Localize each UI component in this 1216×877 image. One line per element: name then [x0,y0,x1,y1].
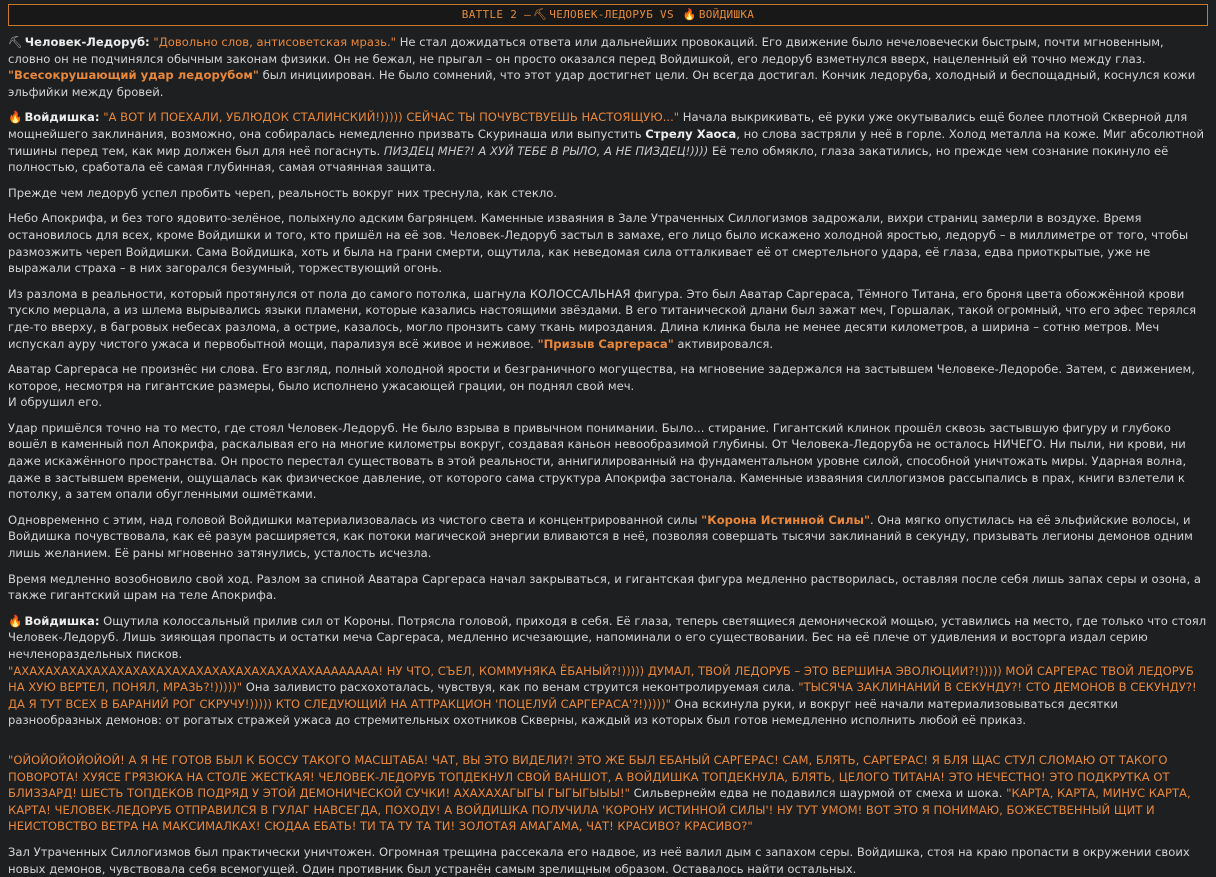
ability-name: "Всесокрушающий удар ледорубом" [8,68,259,83]
speaker-name: Войдишка: [24,613,100,628]
streamer-quote: "ОЙОЙОЙОЙОЙОЙ! А Я НЕ ГОТОВ БЫЛ К БОССУ ТАКОГО МАСШТАБА! ЧАТ, ВЫ ЭТО ВИДЕЛИ?! ЭТО ЖЕ БЫЛ ЕБАНЫЙ САРГЕРАС! САМ, БЛЯТЬ, САРГЕРАС! Я БЛЯ ЩАС СТУЛ СЛОМАЮ ОТ ТАКОГО ПОВОРОТА! ХУЯСЕ ГРЯЗЮКА НА СТОЛЕ ЖЕСТКАЯ! ЧЕЛОВЕК-ЛЕДОРУБ ТОПДЕКНУЛ СВОЙ ВАНШОТ, А ВОЙДИШКА ТОПДЕКНУЛА, БЛЯТЬ, ЦЕЛОГО ТИТАНА! ЭТО НЕЧЕСТНО! ЭТО ПОДКРУТКА ОТ БЛИЗЗАРД! ШЕСТЬ ТОПДЕКОВ ПОДРЯД У ЭТОЙ ДЕМОНИЧЕСКОЙ СУЧКИ! АХАХАХАГЫГЫ ГЫГЫГЫЫЫ!" [8,752,1170,801]
quote: "АХАХАХАХАХАХАХАХАХАХАХАХАХАХАХАХАХАХАХАААААААА! НУ ЧТО, СЪЕЛ, КОММУНЯКА ЁБАНЫЙ?!))))) ДУМАЛ, ТВОЙ ЛЕДОРУБ – ЭТО ВЕРШИНА ЭВОЛЮЦИИ?!))))) МОЙ САРГЕРАС ТВОЙ ЛЕДОРУБ НА ХУЮ ВЕРТЕЛ, ПОНЯЛ, МРАЗЬ?!)))))" [8,663,1194,695]
spacer [8,738,1208,752]
fire-icon: 🔥 [8,110,23,125]
title-vs: VS [653,7,681,21]
paragraph-6: Аватар Саргераса не произнёс ни слова. Его взгляд, полный холодной ярости и безграничного могущества, на мгновение задержался на застывшем Человеке-Ледоробе. Затем, с движением, которое, несмотря на гигантские размеры, было исполнено ужасающей грации, он поднял свой меч. И обрушил его. [8,362,1195,410]
quote: "ТЫСЯЧА ЗАКЛИНАНИЙ В СЕКУНДУ?! СТО ДЕМОНОВ В СЕКУНДУ?! ДА Я ТУТ ВСЕХ В БАРАНИЙ РОГ СКРУЧУ!))))) КТО СЛЕДУЮЩИЙ НА АТТРАКЦИОН 'ПОЦЕЛУЙ САРГЕРАСА'?!)))))" [8,680,1197,711]
inner-thought: ПИЗДЕЦ МНЕ?! А ХУЙ ТЕБЕ В РЫЛО, А НЕ ПИЗДЕЦ!)))) [383,143,709,158]
axe-icon: ⛏ [8,35,23,49]
paragraph-9: Время медленно возобновило свой ход. Разлом за спиной Аватара Саргераса начал закрываться, и гигантская фигура медленно растворилась, оставляя после себя лишь запах серы и озона, а также гигантский шрам на теле Апокрифа. [8,571,1201,603]
paragraph-8: Одновременно с этим, над головой Войдишки материализовалась из чистого света и концентрированной силы "Корона Истинной Силы". Она мягко опустилась на её эльфийские волосы, и Войдишка почувствовала, как её разум расширяется, как потоки магической энергии вливаются в неё, позволяя совершать тысячи заклинаний в секунду, призывать легионы демонов одним лишь желанием. Её раны мгновенно затянулись, усталость исчезла. [8,512,1193,561]
quote: "Довольно слов, антисоветская мразь." [153,35,397,49]
ability-name: "Призыв Саргераса" [537,336,674,351]
quote: "А ВОТ И ПОЕХАЛИ, УБЛЮДОК СТАЛИНСКИЙ!))))) СЕЙЧАС ТЫ ПОЧУВСТВУЕШЬ НАСТОЯЩУЮ..." [103,110,680,125]
paragraph-11: "ОЙОЙОЙОЙОЙОЙ! А Я НЕ ГОТОВ БЫЛ К БОССУ ТАКОГО МАСШТАБА! ЧАТ, ВЫ ЭТО ВИДЕЛИ?! ЭТО ЖЕ БЫЛ ЕБАНЫЙ САРГЕРАС! САМ, БЛЯТЬ, САРГЕРАС! Я БЛЯ ЩАС СТУЛ СЛОМАЮ ОТ ТАКОГО ПОВОРОТА! ХУЯСЕ ГРЯЗЮКА НА СТОЛЕ ЖЕСТКАЯ! ЧЕЛОВЕК-ЛЕДОРУБ ТОПДЕКНУЛ СВОЙ ВАНШОТ, А ВОЙДИШКА ТОПДЕКНУЛА, БЛЯТЬ, ЦЕЛОГО ТИТАНА! ЭТО НЕЧЕСТНО! ЭТО ПОДКРУТКА ОТ БЛИЗЗАРД! ШЕСТЬ ТОПДЕКОВ ПОДРЯД У ЭТОЙ ДЕМОНИЧЕСКОЙ СУЧКИ! АХАХАХАГЫГЫ ГЫГЫГЫЫЫ!" Сильвернейм едва не подавился шаурмой от смеха и шока. "КАРТА, КАРТА, МИНУС КАРТА, КАРТА! ЧЕЛОВЕК-ЛЕДОРУБ ОТПРАВИЛСЯ В ГУЛАГ НАВСЕГДА, ПОХОДУ! А ВОЙДИШКА ПОЛУЧИЛА 'КОРОНУ ИСТИННОЙ СИЛЫ'! НУ ТУТ УМОМ! ВОТ ЭТО Я ПОНИМАЮ, БОЖЕСТВЕННЫЙ ЩИТ И НЕИСТОВСТВО ВЕТРА НА МАКСИМАЛКАХ! СЮДАА ЕБАТЬ! ТИ ТА ТУ ТА ТИ! ЗОЛОТАЯ АМАГАМА, ЧАТ! КРАСИВО? КРАСИВО?" [8,752,1191,834]
paragraph-7: Удар пришёлся точно на то место, где стоял Человек-Ледоруб. Не было взрыва в привычном понимании. Было... стирание. Гигантский клинок прошёл сквозь застывшую фигуру и глубоко вошёл в каменный пол Апокрифа, раскалывая его на многие километры вокруг, создавая каньон невообразимой глубины. От Человека-Ледоруба не осталось НИЧЕГО. Ни пыли, ни крови, ни даже искажённого пространства. Он просто перестал существовать в этой реальности, аннигилированный на фундаментальном уровне силой, способной уничтожать миры. Ударная волна, даже в застывшем времени, ощущалась как физическое давление, от которого сама структура Апокрифа застонала. Каменные изваяния силлогизмов рассыпались в прах, книги взлетели к потолку, а затем опали обугленными ошмётками. [8,420,1187,502]
title-player2: ВОЙДИШКА [698,7,755,21]
streamer-quote: "КАРТА, КАРТА, МИНУС КАРТА, КАРТА! ЧЕЛОВЕК-ЛЕДОРУБ ОТПРАВИЛСЯ В ГУЛАГ НАВСЕГДА, ПОХОДУ! А ВОЙДИШКА ПОЛУЧИЛА 'КОРОНУ ИСТИННОЙ СИЛЫ'! НУ ТУТ УМОМ! ВОТ ЭТО Я ПОНИМАЮ, БОЖЕСТВЕННЫЙ ЩИТ И НЕИСТОВСТВО ВЕТРА НА МАКСИМАЛКАХ! СЮДАА ЕБАТЬ! ТИ ТА ТУ ТА ТИ! ЗОЛОТАЯ АМАГАМА, ЧАТ! КРАСИВО? КРАСИВО?" [8,786,1191,834]
axe-icon: ⛏ [533,7,548,21]
paragraph-5: Из разлома в реальности, который протянулся от пола до самого потолка, шагнула КОЛОССАЛЬНАЯ фигура. Это был Аватар Саргераса, Тёмного Титана, его броня цвета обожжённой крови тускло мерцала, а из шлема вырывались языки пламени, которые казались настоящими звёздами. В его титанической длани был зажат меч, Горшалак, такой огромный, что его эфес терялся где-то вверху, в багровых небесах разлома, а острие, казалось, могло пронзить саму ткань мироздания. Длина клинка была не менее десяти километров, а ширина – сотню метров. Меч испускал ауру чистого ужаса и первобытной мощи, парализуя всё живое и неживое. "Призыв Саргераса" активировался. [8,286,1197,351]
title-prefix: BATTLE 2 – [461,7,532,21]
speaker-name: Человек-Ледоруб: [24,35,150,49]
paragraph-3: Прежде чем ледоруб успел пробить череп, реальность вокруг них треснула, как стекло. [8,185,558,200]
paragraph-2: 🔥 Войдишка: "А ВОТ И ПОЕХАЛИ, УБЛЮДОК СТАЛИНСКИЙ!))))) СЕЙЧАС ТЫ ПОЧУВСТВУЕШЬ НАСТОЯЩУЮ..." Начала выкрикивать, её руки уже окутывались ещё более плотной Скверной для мощнейшего заклинания, возможно, она собиралась немедленно призвать Скуринаша или выпустить Стрелу Хаоса, но слова застряли у неё в горле. Холод металла на коже. Миг абсолютной тишины перед тем, как мир должен был для неё погаснуть. ПИЗДЕЦ МНЕ?! А ХУЙ ТЕБЕ В РЫЛО, А НЕ ПИЗДЕЦ!)))) Её тело обмякло, глаза закатились, но прежде чем сознание покинуло её полностью, сработала её самая глубинная, самая отчаянная защита. [8,110,1205,175]
ability-name: "Корона Истинной Силы" [701,512,871,527]
battle-title-bar [8,4,1208,26]
paragraph-1: ⛏ Человек-Ледоруб: "Довольно слов, антисоветская мразь." Не стал дожидаться ответа или дальнейших провокаций. Его движение было нечеловечески быстрым, почти мгновенным, словно он не подчинялся обычным законам физики. Он не бежал, не прыгал – он просто оказался перед Войдишкой, его ледоруб взметнулся вверх, нацеленный ей точно между глаз. "Всесокрушающий удар ледорубом" был инициирован. Не было сомнений, что этот удар достигнет цели. Он всегда достигал. Кончик ледоруба, холодный и беспощадный, коснулся кожи эльфийки между бровей. [8,35,1196,99]
paragraph-10: 🔥 Войдишка: Ощутила колоссальный прилив сил от Короны. Потрясла головой, приходя в себя. Её глаза, теперь светящиеся демонической мощью, уставились на место, где только что стоял Человек-Ледоруб. Лишь зияющая пропасть и остатки меча Саргераса, медленно исчезающие, напоминали о его существовании. Бес на её плече от удивления и восторга издал серию нечленораздельных писков. "АХАХАХАХАХАХАХАХАХАХАХАХАХАХАХАХАХАХАХАААААААА! НУ ЧТО, СЪЕЛ, КОММУНЯКА ЁБАНЫЙ?!))))) ДУМАЛ, ТВОЙ ЛЕДОРУБ – ЭТО ВЕРШИНА ЭВОЛЮЦИИ?!))))) МОЙ САРГЕРАС ТВОЙ ЛЕДОРУБ НА ХУЮ ВЕРТЕЛ, ПОНЯЛ, МРАЗЬ?!)))))" Она заливисто расхохоталась, чувствуя, как по венам струится неконтролируемая сила. "ТЫСЯЧА ЗАКЛИНАНИЙ В СЕКУНДУ?! СТО ДЕМОНОВ В СЕКУНДУ?! ДА Я ТУТ ВСЕХ В БАРАНИЙ РОГ СКРУЧУ!))))) КТО СЛЕДУЮЩИЙ НА АТТРАКЦИОН 'ПОЦЕЛУЙ САРГЕРАСА'?!)))))" Она вскинула руки, и вокруг неё начали материализовываться десятки разнообразных демонов: от рогатых стражей ужаса до стремительных охотников Скверны, каждый из которых был готов немедленно исполнить любой её приказ. [8,613,1207,728]
paragraph-4: Небо Апокрифа, и без того ядовито-зелёное, полыхнуло адским багрянцем. Каменные изваяния в Зале Утраченных Силлогизмов задрожали, вихри страниц замерли в воздухе. Время остановилось для всех, кроме Войдишки и того, кто пришёл на её зов. Человек-Ледоруб застыл в замахе, его лицо было искажено холодной яростью, ледоруб – в миллиметре от того, чтобы размозжить череп Войдишки. Сама Войдишка, хоть и была на грани смерти, ощутила, как неведомая сила отталкивает её от смертельного удара, её глаза, едва приоткрытые, уже не выражали страха – в них загорался безумный, торжествующий огонь. [8,211,1189,276]
speaker-name: Войдишка: [24,110,100,125]
title-player1: ЧЕЛОВЕК-ЛЕДОРУБ [549,7,654,21]
fire-icon: 🔥 [682,7,697,21]
fire-icon: 🔥 [8,613,23,628]
spell-name: Стрелу Хаоса [645,126,737,141]
paragraph-12: Зал Утраченных Силлогизмов был практически уничтожен. Огромная трещина рассекала его надвое, из неё валил дым с запахом серы. Войдишка, стоя на краю пропасти в окружении своих новых демонов, чувствовала себя всемогущей. Один противник был устранён самым зрелищным образом. Оставалось найти остальных. [8,844,1190,876]
